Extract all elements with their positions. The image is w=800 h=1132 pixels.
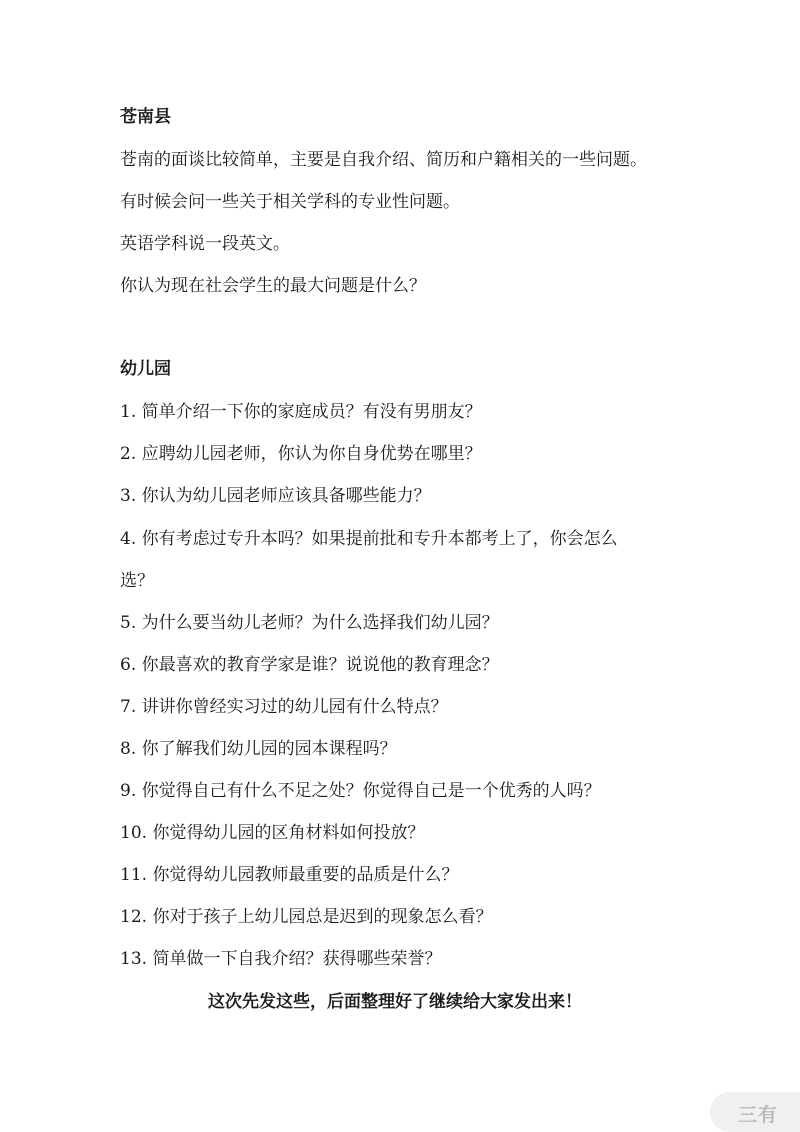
- question-item: 3. 你认为幼儿园老师应该具备哪些能力？: [120, 486, 431, 506]
- watermark-badge: [710, 1092, 800, 1132]
- section-heading-cangnan: 苍南县: [120, 107, 171, 127]
- question-item-continuation: 选？: [120, 571, 154, 591]
- paragraph-line: 有时候会问一些关于相关学科的专业性问题。: [120, 192, 460, 212]
- watermark-text: 三有: [738, 1104, 779, 1126]
- question-item: 11. 你觉得幼儿园教师最重要的品质是什么？: [120, 865, 459, 885]
- paragraph-line: 英语学科说一段英文。: [120, 234, 290, 254]
- question-item: 13. 简单做一下自我介绍？获得哪些荣誉？: [120, 949, 442, 969]
- question-item: 9. 你觉得自己有什么不足之处？你觉得自己是一个优秀的人吗？: [120, 781, 601, 801]
- question-item: 4. 你有考虑过专升本吗？如果提前批和专升本都考上了，你会怎么: [120, 529, 618, 549]
- question-item: 8. 你了解我们幼儿园的园本课程吗？: [120, 739, 397, 759]
- question-item: 5. 为什么要当幼儿老师？为什么选择我们幼儿园？: [120, 613, 499, 633]
- question-item: 7. 讲讲你曾经实习过的幼儿园有什么特点？: [120, 697, 448, 717]
- paragraph-line: 苍南的面谈比较简单，主要是自我介绍、简历和户籍相关的一些问题。: [120, 150, 647, 170]
- question-item: 1. 简单介绍一下你的家庭成员？有没有男朋友？: [120, 402, 482, 422]
- question-item: 10. 你觉得幼儿园的区角材料如何投放？: [120, 823, 425, 843]
- question-item: 12. 你对于孩子上幼儿园总是迟到的现象怎么看？: [120, 907, 493, 927]
- paragraph-line: 你认为现在社会学生的最大问题是什么？: [120, 276, 426, 296]
- question-item: 6. 你最喜欢的教育学家是谁？说说他的教育理念？: [120, 655, 499, 675]
- section-heading-kindergarten: 幼儿园: [120, 359, 171, 379]
- closing-note: 这次先发这些，后面整理好了继续给大家发出来！: [208, 992, 582, 1012]
- question-item: 2. 应聘幼儿园老师，你认为你自身优势在哪里？: [120, 444, 482, 464]
